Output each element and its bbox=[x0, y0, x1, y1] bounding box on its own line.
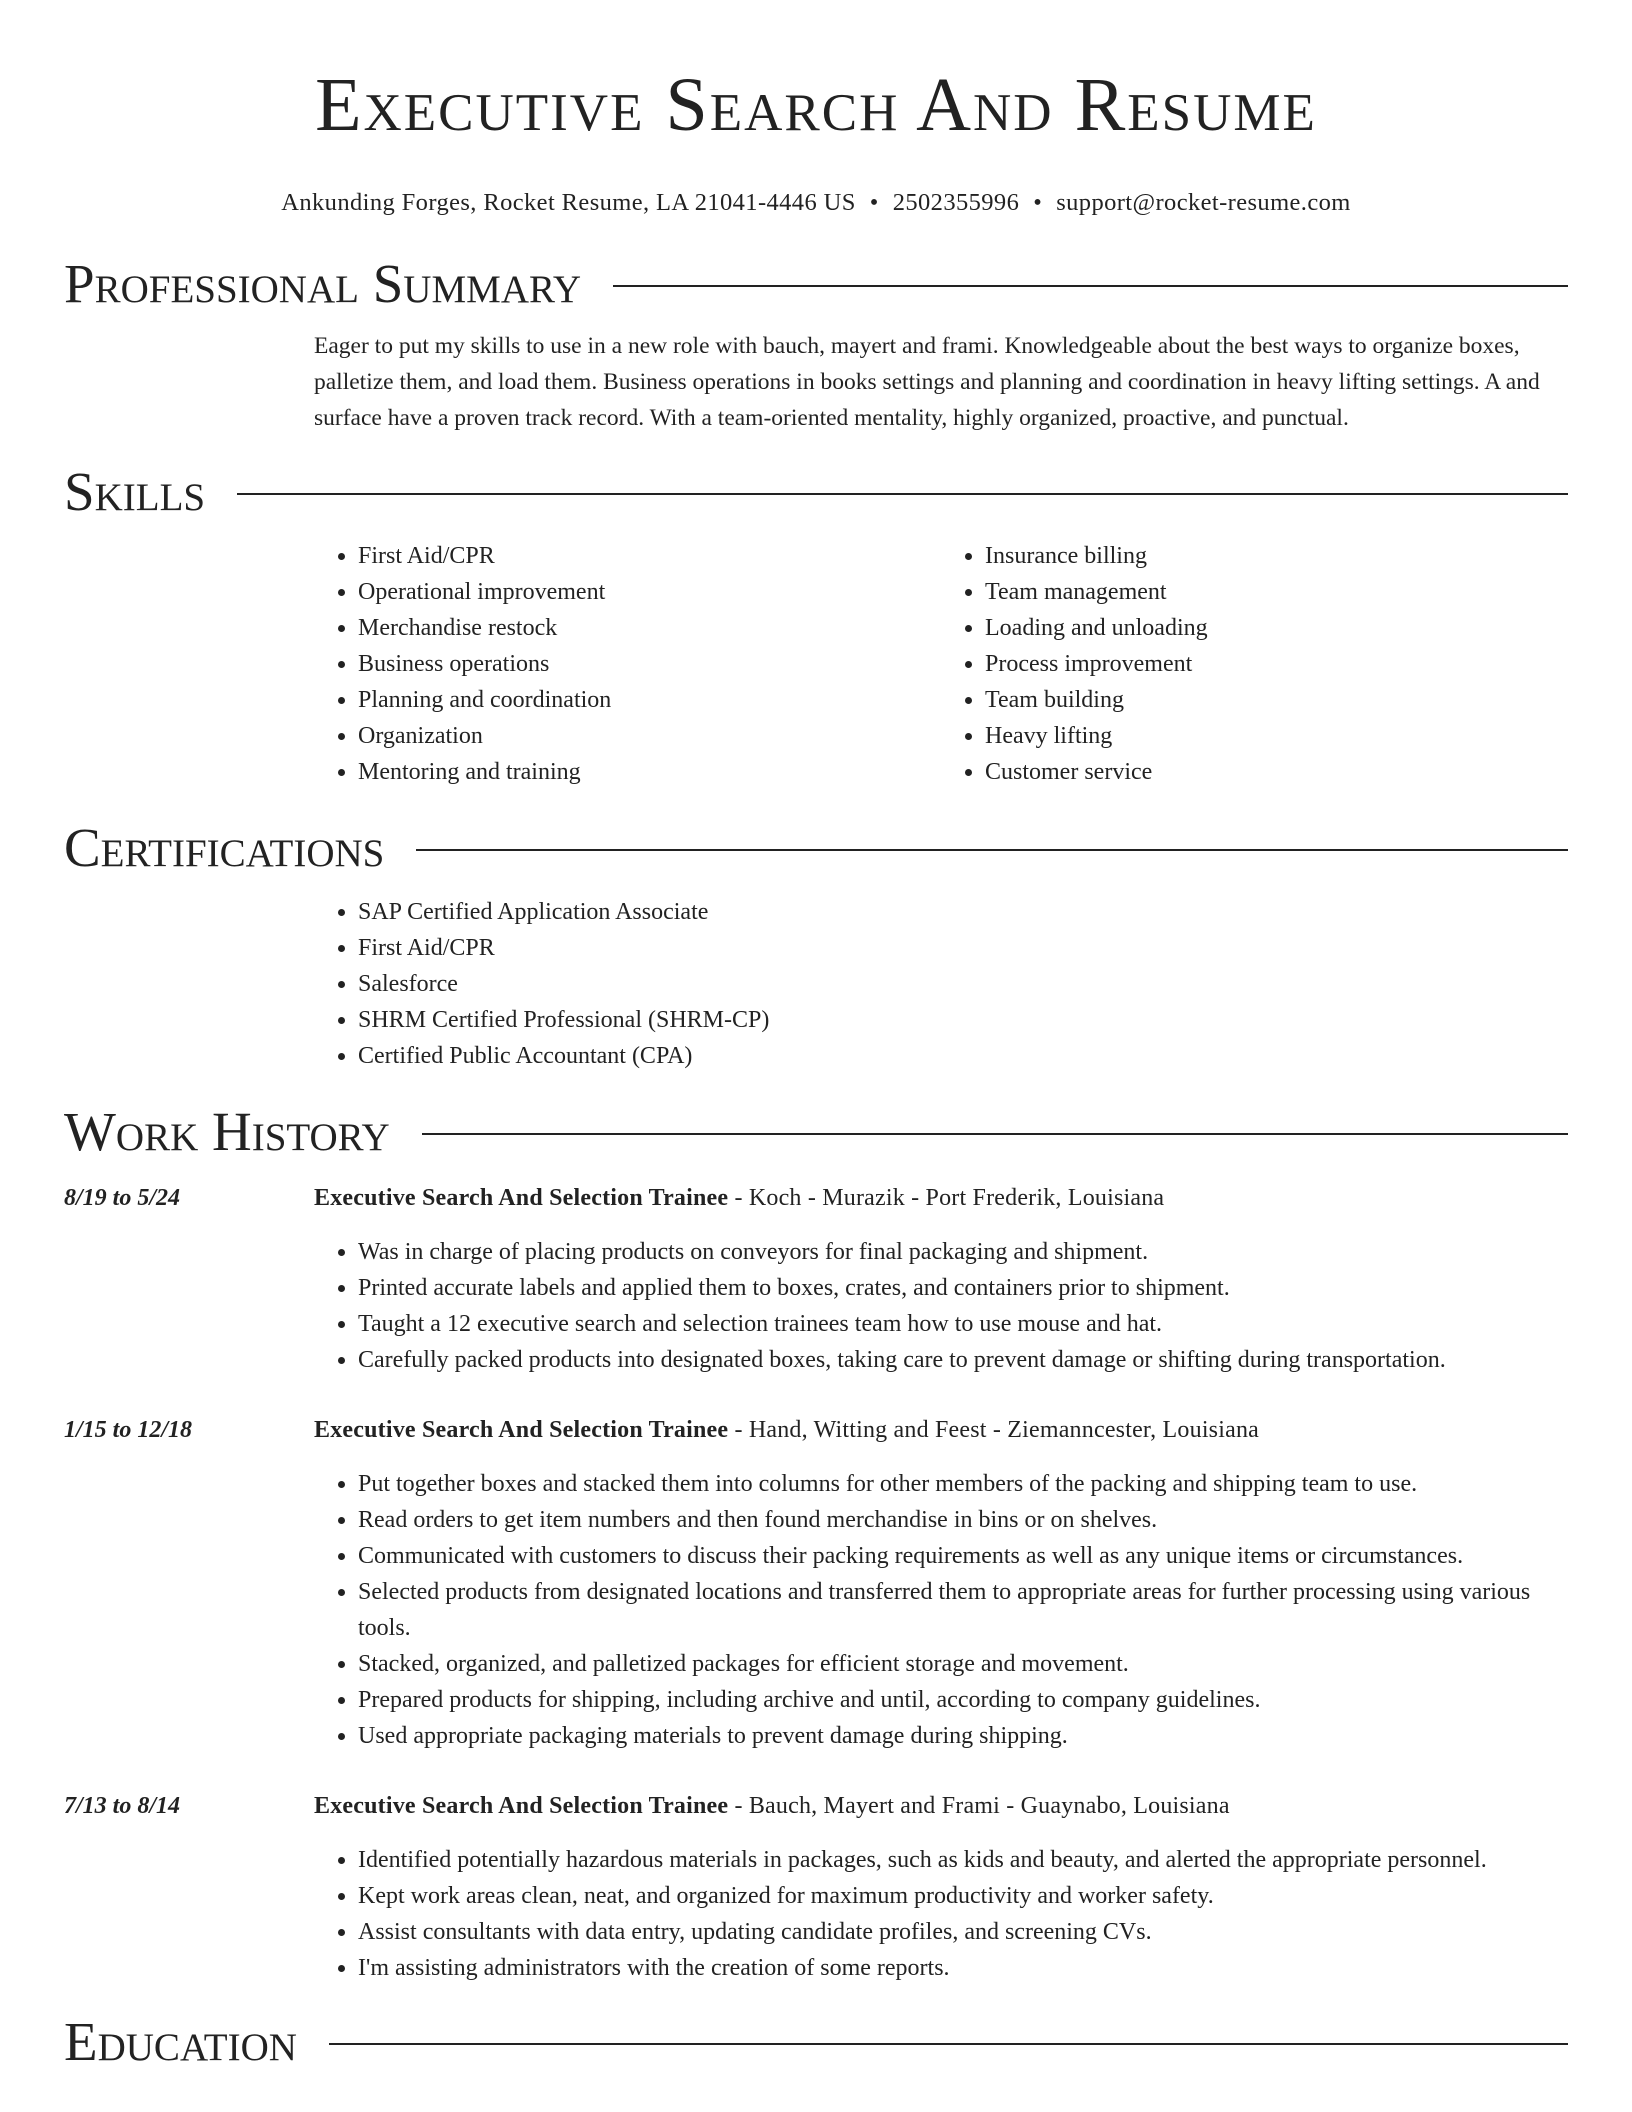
work-history-section bbox=[64, 1100, 1568, 1986]
job-title-line bbox=[314, 1788, 1568, 1824]
job-dates: 8/19 to 5/24 bbox=[64, 1185, 181, 1211]
job-bullet: • Identified potentially hazardous materials in packages, such as kids and beauty, and alerted the appropriate personnel. bbox=[358, 1842, 1568, 1878]
section-header bbox=[64, 1100, 1568, 1164]
contact-phone: 2502355996 bbox=[892, 189, 1020, 216]
section-title-skills: Skills bbox=[64, 461, 206, 522]
job-dates: 1/15 to 12/18 bbox=[64, 1417, 193, 1443]
section-divider bbox=[329, 2043, 1568, 2045]
job-bullet: • Stacked, organized, and palletized packages for efficient storage and movement. bbox=[358, 1646, 1568, 1682]
job-company: - Koch - Murazik - Port Frederik, Louisiana bbox=[728, 1185, 1165, 1211]
section-header bbox=[64, 460, 1568, 524]
section-title-work-history: Work History bbox=[64, 1101, 390, 1162]
skill-item: • Insurance billing bbox=[985, 538, 1568, 574]
certification-item: • SAP Certified Application Associate bbox=[358, 894, 1568, 930]
job-entry bbox=[64, 1180, 1568, 1378]
job-title: Executive Search And Selection Trainee bbox=[314, 1185, 729, 1211]
job-body bbox=[314, 1788, 1568, 1986]
section-header bbox=[64, 816, 1568, 880]
certifications-content bbox=[314, 894, 1568, 1074]
certification-item: • Salesforce bbox=[358, 966, 1568, 1002]
job-title: Executive Search And Selection Trainee bbox=[314, 1417, 729, 1443]
section-divider bbox=[416, 849, 1568, 851]
skill-item: • Process improvement bbox=[985, 646, 1568, 682]
job-bullet: • Put together boxes and stacked them into columns for other members of the packing and shipping team to use. bbox=[358, 1466, 1568, 1502]
job-bullet: • Kept work areas clean, neat, and organized for maximum productivity and worker safety. bbox=[358, 1878, 1568, 1914]
skill-item: • Merchandise restock bbox=[358, 610, 941, 646]
skill-item: • Customer service bbox=[985, 754, 1568, 790]
contact-line bbox=[64, 188, 1568, 218]
job-company: - Hand, Witting and Feest - Ziemanncester, Louisiana bbox=[728, 1417, 1259, 1443]
job-body bbox=[314, 1412, 1568, 1754]
job-bullet: • Was in charge of placing products on conveyors for final packaging and shipment. bbox=[358, 1234, 1568, 1270]
job-bullets bbox=[314, 1466, 1568, 1754]
job-bullets bbox=[314, 1842, 1568, 1986]
job-bullet: • Prepared products for shipping, including archive and until, according to company guidelines. bbox=[358, 1682, 1568, 1718]
job-title-line bbox=[314, 1412, 1568, 1448]
job-bullets bbox=[314, 1234, 1568, 1378]
job-dates: 7/13 to 8/14 bbox=[64, 1793, 181, 1819]
certification-item: • Certified Public Accountant (CPA) bbox=[358, 1038, 1568, 1074]
skill-item: • Loading and unloading bbox=[985, 610, 1568, 646]
contact-separator: • bbox=[1033, 189, 1043, 216]
job-title: Executive Search And Selection Trainee bbox=[314, 1793, 729, 1819]
job-bullet: • Read orders to get item numbers and then found merchandise in bins or on shelves. bbox=[358, 1502, 1568, 1538]
job-bullet: • Printed accurate labels and applied them to boxes, crates, and containers prior to shipment. bbox=[358, 1270, 1568, 1306]
resume-header bbox=[64, 0, 1568, 218]
education-section bbox=[64, 2010, 1568, 2074]
certification-item: • SHRM Certified Professional (SHRM-CP) bbox=[358, 1002, 1568, 1038]
skill-item: • Operational improvement bbox=[358, 574, 941, 610]
job-body bbox=[314, 1180, 1568, 1378]
skill-item: • Heavy lifting bbox=[985, 718, 1568, 754]
certifications-section bbox=[64, 816, 1568, 1074]
summary-section bbox=[64, 252, 1568, 436]
certifications-list bbox=[314, 894, 1568, 1074]
contact-email: support@rocket-resume.com bbox=[1056, 189, 1351, 216]
job-title-line bbox=[314, 1180, 1568, 1216]
skill-item: • Business operations bbox=[358, 646, 941, 682]
skill-item: • Team management bbox=[985, 574, 1568, 610]
section-divider bbox=[422, 1133, 1568, 1135]
skills-list-left bbox=[314, 538, 941, 790]
job-bullet: • Taught a 12 executive search and selection trainees team how to use mouse and hat. bbox=[358, 1306, 1568, 1342]
skills-list-right bbox=[941, 538, 1568, 790]
skill-item: • Team building bbox=[985, 682, 1568, 718]
section-divider bbox=[613, 285, 1568, 287]
job-bullet: • Carefully packed products into designated boxes, taking care to prevent damage or shifting during transportation. bbox=[358, 1342, 1568, 1378]
skill-item: • Mentoring and training bbox=[358, 754, 941, 790]
skill-item: • Organization bbox=[358, 718, 941, 754]
skills-section bbox=[64, 460, 1568, 790]
skill-item: • Planning and coordination bbox=[358, 682, 941, 718]
certification-item: • First Aid/CPR bbox=[358, 930, 1568, 966]
job-bullet: • Assist consultants with data entry, updating candidate profiles, and screening CVs. bbox=[358, 1914, 1568, 1950]
job-bullet: • Used appropriate packaging materials to prevent damage during shipping. bbox=[358, 1718, 1568, 1754]
job-bullet: • I'm assisting administrators with the creation of some reports. bbox=[358, 1950, 1568, 1986]
contact-separator: • bbox=[869, 189, 879, 216]
skill-item: • First Aid/CPR bbox=[358, 538, 941, 574]
section-divider bbox=[237, 493, 1568, 495]
candidate-name: Executive Search And Resume bbox=[315, 63, 1317, 147]
section-title-certifications: Certifications bbox=[64, 817, 385, 878]
section-header bbox=[64, 2010, 1568, 2074]
job-company: - Bauch, Mayert and Frami - Guaynabo, Louisiana bbox=[728, 1793, 1230, 1819]
contact-address: Ankunding Forges, Rocket Resume, LA 21041-4446 US bbox=[281, 189, 856, 216]
job-entry bbox=[64, 1788, 1568, 1986]
section-title-education: Education bbox=[64, 2011, 297, 2072]
summary-text: Eager to put my skills to use in a new role with bauch, mayert and frami. Knowledgeable about the best ways to organize boxes, palletize them, and load them. Business operations in books settings and planning and coordination in heavy lifting settings. A and surface have a proven track record. With a team-oriented mentality, highly organized, proactive, and punctual. bbox=[314, 333, 1540, 431]
job-entry bbox=[64, 1412, 1568, 1754]
job-bullet: • Communicated with customers to discuss their packing requirements as well as any unique items or circumstances. bbox=[358, 1538, 1568, 1574]
skills-grid bbox=[314, 538, 1568, 790]
section-header bbox=[64, 252, 1568, 316]
job-bullet: • Selected products from designated locations and transferred them to appropriate areas for further processing using various tools. bbox=[358, 1574, 1568, 1646]
section-title-summary: Professional Summary bbox=[64, 253, 582, 314]
summary-content bbox=[314, 328, 1568, 436]
